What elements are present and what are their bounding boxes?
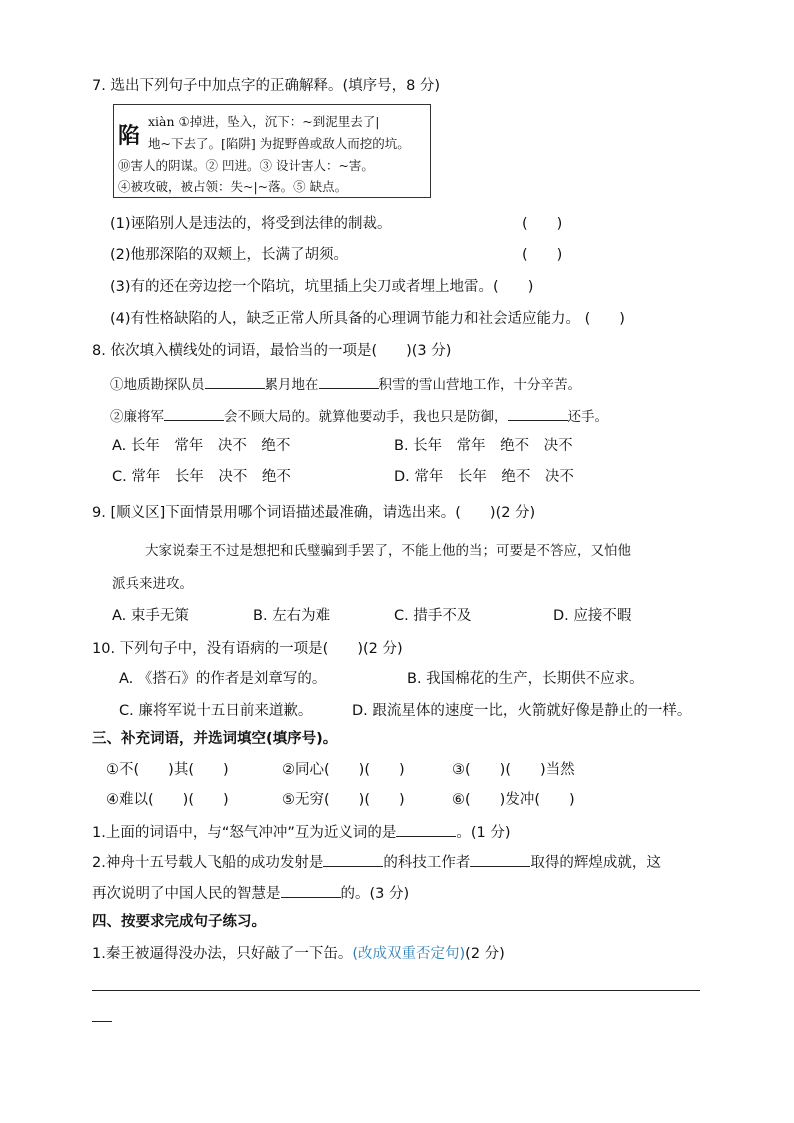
q8-s2-part-b: 会不顾大局的。就算他要动手，我也只是防御， (224, 409, 508, 425)
q9-option-d[interactable]: D. 应接不暇 (553, 608, 632, 624)
q7-item-1: (1)诬陷别人是违法的，将受到法律的制裁。 (110, 216, 392, 232)
q10-option-a[interactable]: A. 《搭石》的作者是刘章写的。 (119, 671, 327, 687)
q7-item-3: (3)有的还在旁边挖一个陷坑，坑里插上尖刀或者埋上地雷。( ) (110, 279, 534, 295)
sec3-q2-part-b: 的科技工作者 (383, 855, 471, 871)
sec3-q2-continued (92, 883, 409, 903)
q10-option-d[interactable]: D. 跟流星体的速度一比，火箭就好像是静止的一样。 (352, 703, 692, 719)
q7-title: 7. 选出下列句子中加点字的正确解释。(填序号，8 分) (92, 78, 441, 94)
sec3-q2-part-a: 2.神舟十五号载人飞船的成功发射是 (92, 855, 324, 871)
section-3-heading: 三、补充词语，并选词填空(填序号)。 (92, 731, 338, 747)
sec3-q2-part-d: 再次说明了中国人民的智慧是 (92, 886, 281, 902)
q10-option-b[interactable]: B. 我国棉花的生产，长期供不应求。 (407, 671, 644, 687)
sec4-q1-requirement: (改成双重否定句) (352, 946, 466, 962)
sec3-q2-blank-1[interactable] (323, 852, 383, 867)
q8-s1-part-c: 积雪的雪山营地工作，十分辛苦。 (378, 377, 581, 393)
sec3-q2-part-e: 的。(3 分) (340, 886, 410, 902)
word-3[interactable]: ③( )( )当然 (452, 762, 575, 778)
sec4-q1-score: (2 分) (465, 946, 505, 962)
q9-passage-line-2: 派兵来进攻。 (112, 576, 193, 592)
sec4-q1 (92, 945, 505, 963)
sec3-q1-part-b: 。(1 分) (456, 825, 511, 841)
dictionary-entry-box (113, 104, 431, 198)
sec3-q2-part-c: 取得的辉煌成就，这 (530, 855, 661, 871)
q9-option-c[interactable]: C. 措手不及 (394, 608, 472, 624)
q8-blank-3[interactable] (164, 406, 224, 421)
word-1[interactable]: ①不( )其( ) (106, 762, 229, 778)
sec3-q2-blank-2[interactable] (470, 852, 530, 867)
dictionary-line-2: 地~下去了。[陷阱] 为捉野兽或敌人而挖的坑。 (148, 136, 410, 151)
q9-title: 9. [顺义区]下面情景用哪个词语描述最准确，请选出来。( )(2 分) (92, 505, 536, 521)
section-4-heading: 四、按要求完成句子练习。 (92, 914, 266, 930)
q8-sentence-2 (110, 406, 608, 426)
dictionary-line-3: ⑩害人的阴谋。② 凹进。③ 设计害人：~害。 (118, 158, 374, 173)
q8-blank-1[interactable] (205, 374, 265, 389)
q8-option-c[interactable]: C. 常年 长年 决不 绝不 (112, 469, 291, 485)
q10-option-c[interactable]: C. 廉将军说十五日前来道歉。 (119, 703, 313, 719)
sec3-q1-part-a: 1.上面的词语中，与“怒气冲冲”互为近义词的是 (92, 825, 397, 841)
q7-item-2: (2)他那深陷的双颊上，长满了胡须。 (110, 247, 349, 263)
sec3-q1 (92, 822, 511, 842)
word-6[interactable]: ⑥( )发冲( ) (452, 792, 575, 808)
q10-title: 10. 下列句子中，没有语病的一项是( )(2 分) (92, 641, 403, 657)
q8-sentence-1 (110, 374, 581, 394)
q7-item-1-answer[interactable]: ( ) (522, 216, 563, 232)
q8-option-a[interactable]: A. 长年 常年 决不 绝不 (112, 438, 291, 454)
q8-blank-2[interactable] (319, 374, 379, 389)
q8-option-d[interactable]: D. 常年 长年 绝不 决不 (394, 469, 574, 485)
q8-s2-part-c: 还手。 (567, 409, 608, 425)
sec3-q1-blank[interactable] (396, 822, 456, 837)
dictionary-char: 陷 (118, 123, 141, 149)
word-2[interactable]: ②同心( )( ) (282, 762, 405, 778)
q8-s1-part-b: 累月地在 (264, 377, 319, 393)
dictionary-line-4: ④被攻破，被占领：失~|~落。⑤ 缺点。 (118, 179, 348, 194)
q9-option-b[interactable]: B. 左右为难 (253, 608, 331, 624)
q8-option-b[interactable]: B. 长年 常年 绝不 决不 (394, 438, 573, 454)
word-5[interactable]: ⑤无穷( )( ) (282, 792, 405, 808)
sec4-q1-sentence: 1.秦王被逼得没办法，只好敲了一下缶。 (92, 946, 353, 962)
answer-line-2[interactable] (92, 1021, 112, 1022)
q8-title: 8. 依次填入横线处的词语，最恰当的一项是( )(3 分) (92, 343, 452, 359)
q9-option-a[interactable]: A. 束手无策 (112, 608, 189, 624)
q9-passage-line-1: 大家说秦王不过是想把和氏璧骗到手罢了，不能上他的当；可要是不答应，又怕他 (145, 543, 631, 559)
q7-item-2-answer[interactable]: ( ) (522, 247, 563, 263)
q8-s1-part-a: ①地质勘探队员 (110, 377, 205, 393)
q8-s2-part-a: ②廉将军 (110, 409, 164, 425)
q8-blank-4[interactable] (508, 406, 568, 421)
answer-line-1[interactable] (92, 990, 700, 991)
sec3-q2 (92, 852, 661, 872)
sec3-q2-blank-3[interactable] (281, 883, 341, 898)
word-4[interactable]: ④难以( )( ) (106, 792, 229, 808)
dictionary-line-1: xiàn ①掉进，坠入，沉下：~到泥里去了| (148, 114, 380, 129)
q7-item-4: (4)有性格缺陷的人，缺乏正常人所具备的心理调节能力和社会适应能力。 ( ) (110, 311, 625, 327)
